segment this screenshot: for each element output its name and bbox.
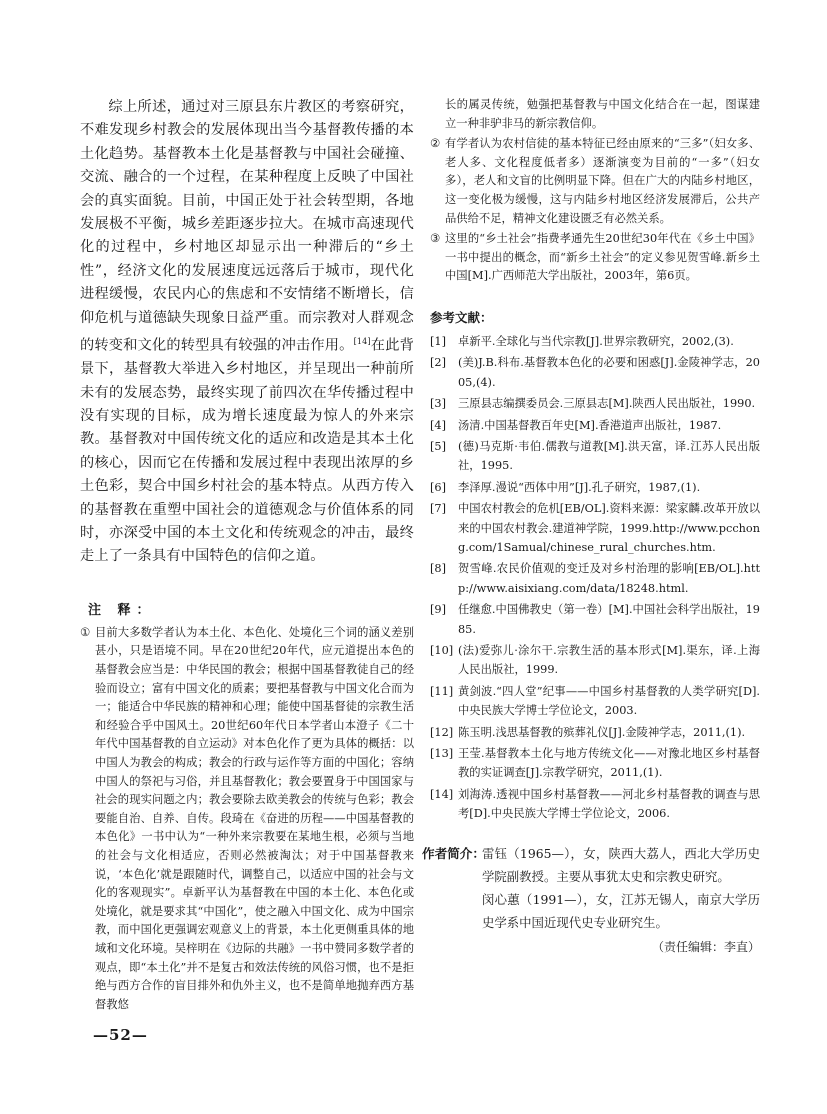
reference-item bbox=[430, 499, 760, 557]
reference-item bbox=[430, 394, 760, 413]
reference-item bbox=[430, 559, 760, 598]
reference-text: 黄剑波.“四人堂”纪事——中国乡村基督教的人类学研究[D].中央民族大学博士学位论文，2003. bbox=[458, 684, 760, 718]
reference-number: [14] bbox=[430, 787, 454, 801]
reference-text: 汤清.中国基督教百年史[M].香港道声出版社，1987. bbox=[458, 418, 722, 432]
note-item bbox=[430, 230, 760, 286]
reference-number: [8] bbox=[430, 562, 447, 576]
author-bio-1: 雷钰（1965—），女，陕西大荔人，西北大学历史学院副教授。主要从事犹太史和宗教史研究。 bbox=[482, 845, 760, 884]
author-bio-2: 闵心蕙（1991—），女，江苏无锡人，南京大学历史学系中国近现代史专业研究生。 bbox=[482, 891, 760, 930]
notes-heading: 注 释： bbox=[88, 602, 156, 618]
note-item bbox=[430, 96, 760, 133]
note-text: 长的属灵传统，勉强把基督教与中国文化结合在一起，图谋建立一种非驴非马的新宗教信仰。 bbox=[445, 98, 760, 130]
reference-text: 中国农村教会的危机[EB/OL].资料来源：梁家麟.改革开放以来的中国农村教会.建道神学院，1999.http://www.pcchong.com/1Samual/chinese_rural_churches.htm. bbox=[458, 502, 760, 554]
reference-text: 陈玉明.浅思基督教的殡葬礼仪[J].金陵神学志，2011,(1). bbox=[458, 725, 746, 739]
reference-text: (法)爱弥儿·涂尔干.宗教生活的基本形式[M].渠东，译.上海人民出版社，1999. bbox=[458, 644, 760, 677]
main-paragraph bbox=[80, 96, 414, 569]
reference-text: 贺雪峰.农民价值观的变迁及对乡村治理的影响[EB/OL].http://www.aisixiang.com/data/18248.html. bbox=[458, 562, 760, 595]
references-heading: 参考文献： bbox=[430, 309, 493, 325]
reference-number: [10] bbox=[430, 644, 454, 658]
reference-text: 李泽厚.漫说“西体中用”[J].孔子研究，1987,(1). bbox=[458, 480, 701, 494]
paragraph-text: 综上所述，通过对三原县东片教区的考察研究，不难发现乡村教会的发展体现出当今基督教传播的本土化趋势。基督教本土化是基督教与中国社会碰撞、交流、融合的一个过程，在某种程度上反映了中国社会的真实面貌。目前，中国正处于社会转型期，各地发展极不平衡，城乡差距逐步拉大。在城市高速现代化的过程中，乡村地区却显示出一种滞后的“乡土性”，经济文化的发展速度远远落后于城市，现代化进程缓慢，农民内心的焦虑和不安情绪不断增长，信仰危机与道德缺失现象日益严重。而宗教对人群观念的转变和文化的转型具有较强的冲击作用。 bbox=[80, 99, 414, 354]
reference-text: 任继愈.中国佛教史（第一卷）[M].中国社会科学出版社，1985. bbox=[458, 603, 760, 636]
note-text: 这里的“乡土社会”指费孝通先生20世纪30年代在《乡土中国》一书中提出的概念，而“新乡土社会”的定义参见贺雪峰.新乡土中国[M].广西师范大学出版社，2003年，第6页。 bbox=[445, 232, 760, 283]
reference-item bbox=[430, 682, 760, 721]
reference-item bbox=[430, 785, 760, 824]
author-bio bbox=[422, 842, 760, 934]
paragraph-continuation: 在此背景下，基督教大举进入乡村地区，并呈现出一种前所未有的发展态势，最终实现了前四次在华传播过程中没有实现的目标，成为增长速度最为惊人的外来宗教。基督教对中国传统文化的适应和改造是其本土化的核心，因而它在传播和发展过程中表现出浓厚的乡土色彩，契合中国乡村社会的基本特点。从西方传入的基督教在重塑中国社会的道德观念与价值体系的同时，亦深受中国的本土文化和传统观念的冲击，最终走上了一条具有中国特色的信仰之道。 bbox=[80, 337, 414, 565]
note-item bbox=[80, 624, 414, 1014]
reference-item bbox=[430, 437, 760, 476]
reference-item bbox=[430, 478, 760, 497]
page-number: —52— bbox=[93, 1026, 148, 1044]
reference-text: (美)J.B.科布.基督教本色化的必要和困惑[J].金陵神学志，2005,(4). bbox=[458, 356, 760, 389]
left-column bbox=[80, 96, 414, 1014]
reference-text: 王莹.基督教本土化与地方传统文化——对豫北地区乡村基督教的实证调查[J].宗教学研究，2011,(1). bbox=[458, 747, 760, 780]
reference-number: [4] bbox=[430, 418, 447, 432]
reference-number: [1] bbox=[430, 334, 447, 348]
citation-marker: [14] bbox=[353, 337, 371, 347]
reference-text: 刘海涛.透视中国乡村基督教——河北乡村基督教的调查与思考[D].中央民族大学博士学位论文，2006. bbox=[458, 787, 760, 821]
reference-number: [7] bbox=[430, 502, 447, 516]
reference-number: [11] bbox=[430, 684, 454, 698]
reference-item bbox=[430, 723, 760, 742]
reference-number: [9] bbox=[430, 603, 447, 617]
reference-item bbox=[430, 332, 760, 351]
reference-number: [12] bbox=[430, 725, 454, 739]
right-column bbox=[422, 96, 760, 955]
reference-item bbox=[430, 416, 760, 435]
reference-number: [5] bbox=[430, 439, 447, 453]
reference-text: 三原县志编撰委员会.三原县志[M].陕西人民出版社，1990. bbox=[458, 397, 756, 411]
note-text: 目前大多数学者认为本土化、本色化、处境化三个词的涵义差别甚小，只是语境不同。早在20世纪20年代，应元道提出本色的基督教会应当是：中华民国的教会；根据中国基督教徒自己的经验而设立；富有中国文化的质素；要把基督教与中国文化合而为一；能适合中华民族的精神和心理；能使中国基督徒的宗教生活和经验合乎中国风土。20世纪60年代日本学者山本澄子《二十年代中国基督教的自立运动》对本色化作了更为具体的概括：以中国人为教会的构成；教会的行政与运作等方面的中国化；容纳中国人的祭祀与习俗，并且基督教化；教会要置身于中国国家与社会的现实问题之内；教会要除去欧美教会的传统与色彩；教会要能自治、自养、自传。段琦在《奋进的历程——中国基督教的本色化》一书中认为“一种外来宗教要在某地生根，必须与当地的社会与文化相适应，否则必然被淘汰；对于中国基督教来说，‘本色化’就是跟随时代，调整自己，以适应中国的社会与文化的客观现实”。卓新平认为基督教在中国的本土化、本色化或处境化，就是要求其“中国化”，使之融入中国文化、成为中国宗教，而中国化更强调宏观意义上的背景，本土化更侧重具体的地域和文化环境。吴梓明在《边际的共融》一书中赞同多数学者的观点，即“本土化”并不是复古和效法传统的风俗习惯，也不是拒绝与西方合作的盲目排外和仇外主义，也不是简单地抛弃西方基督教悠 bbox=[95, 625, 414, 1011]
reference-list bbox=[430, 332, 760, 824]
reference-number: [13] bbox=[430, 747, 454, 761]
note-item bbox=[430, 135, 760, 228]
reference-item bbox=[430, 353, 760, 392]
editor-note: （责任编辑：李直） bbox=[651, 939, 760, 954]
reference-number: [3] bbox=[430, 397, 447, 411]
note-number: ② bbox=[430, 137, 441, 151]
reference-text: (德)马克斯·韦伯.儒教与道教[M].洪天富，译.江苏人民出版社，1995. bbox=[458, 439, 760, 473]
author-bio-label: 作者简介： bbox=[422, 845, 485, 861]
reference-item bbox=[430, 744, 760, 783]
note-text: 有学者认为农村信徒的基本特征已经由原来的“三多”（妇女多、老人多、文化程度低者多）逐渐演变为目前的“一多”（妇女多），老人和文盲的比例明显下降。但在广大的内陆乡村地区，这一变化极为缓慢，这与内陆乡村地区经济发展滞后，公共产品供给不足，精神文化建设匮乏有必然关系。 bbox=[445, 137, 760, 225]
reference-number: [6] bbox=[430, 480, 447, 494]
reference-item bbox=[430, 600, 760, 639]
reference-number: [2] bbox=[430, 356, 447, 370]
note-number: ③ bbox=[430, 232, 441, 246]
reference-text: 卓新平.全球化与当代宗教[J].世界宗教研究，2002,(3). bbox=[458, 334, 734, 348]
note-number: ① bbox=[80, 625, 91, 639]
reference-item bbox=[430, 641, 760, 680]
